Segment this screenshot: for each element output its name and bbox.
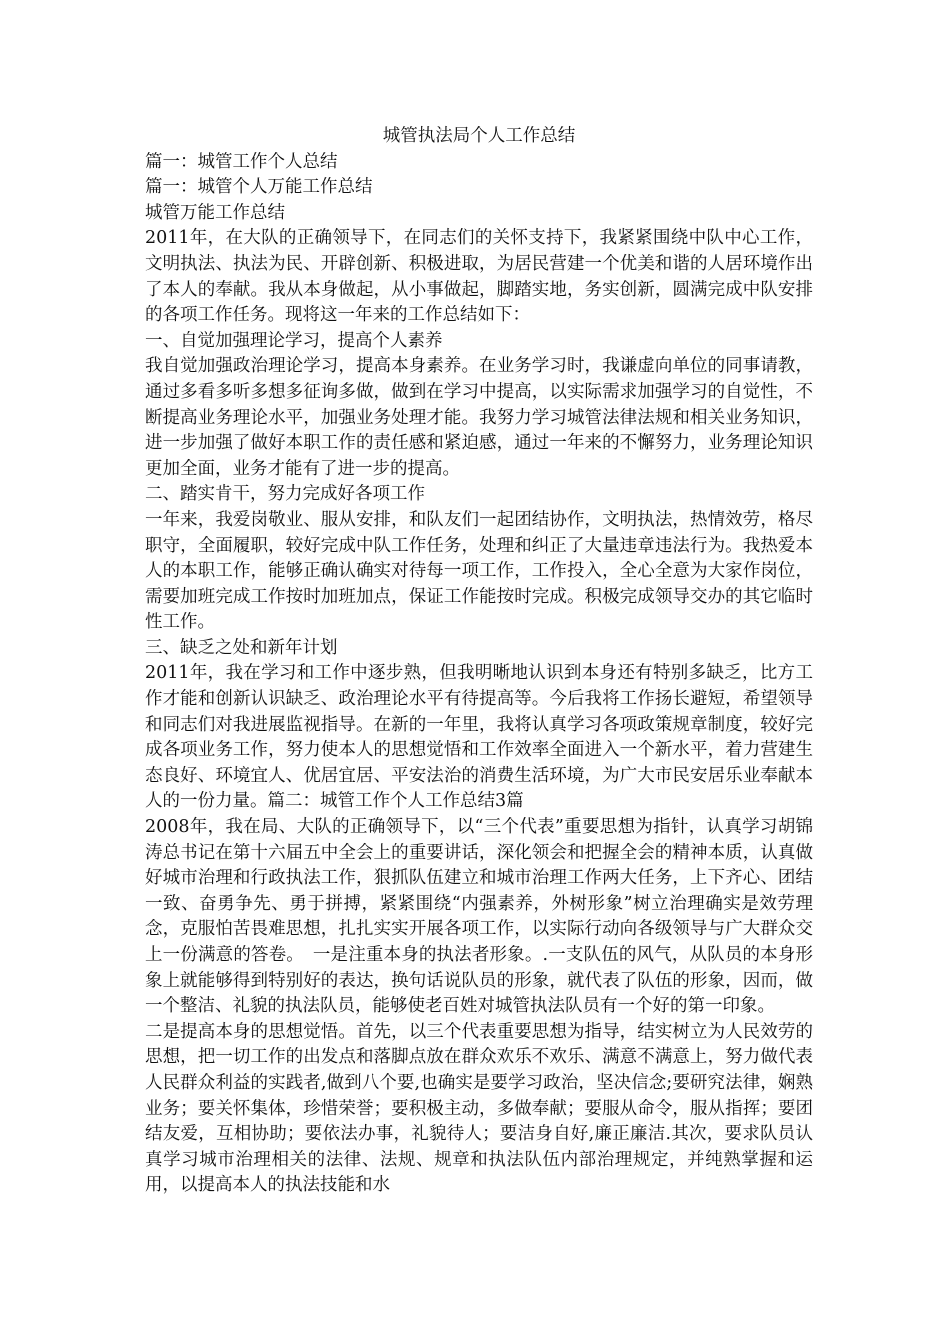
paragraph-study: 我自觉加强政治理论学习，提高本身素养。在业务学习时，我谦虚向单位的同事请教，通过多看多听多想多征询多做，做到在学习中提高，以实际需求加强学习的自觉性，不断提高业务理论水平，加强业务处理才能。我努力学习城管法律法规和相关业务知识，进一步加强了做好本职工作的责任感和紧迫感，通过一年来的不懈努力，业务理论知识更加全面，业务才能有了进一步的提高。	[145, 356, 813, 479]
subtitle-line-1: 篇一：城管工作个人总结	[145, 151, 338, 172]
paragraph-intro: 2011年，在大队的正确领导下，在同志们的关怀支持下，我紧紧围绕中队中心工作，文明执法、执法为民、开辟创新、积极进取，为居民营建一个优美和谐的人居环境作出了本人的奉献。我从本身做起，从小事做起，脚踏实地，务实创新，圆满完成中队安排的各项工作任务。现将这一年来的工作总结如下：	[145, 228, 813, 326]
section-heading-1: 一、自觉加强理论学习，提高个人素养	[145, 330, 443, 351]
paragraph-plan: 2011年，我在学习和工作中逐步熟，但我明晰地认识到本身还有特别多缺乏，比方工作才能和创新认识缺乏、政治理论水平有待提高等。今后我将工作扬长避短，希望领导和同志们对我进展监视指导。在新的一年里，我将认真学习各项政策规章制度，较好完成各项业务工作，努力使本人的思想觉悟和工作效率全面进入一个新水平，着力营建生态良好、环境宜人、优居宜居、平安法治的消费生活环境，为广大市民安居乐业奉献本人的一份力量。篇二：城管工作个人工作总结3篇	[145, 663, 813, 812]
section-heading-2: 二、踏实肯干，努力完成好各项工作	[145, 484, 425, 505]
paragraph-work: 一年来，我爱岗敬业、服从安排，和队友们一起团结协作，文明执法，热情效劳，格尽职守，全面履职，较好完成中队工作任务，处理和纠正了大量违章违法行为。我热爱本人的本职工作，能够正确认确实对待每一项工作，工作投入，全心全意为大家作岗位，需要加班完成工作按时加班加点，保证工作能按时完成。积极完成领导交办的其它临时性工作。	[145, 509, 813, 633]
subtitle-line-2: 篇一：城管个人万能工作总结	[145, 177, 373, 198]
document-title: 城管执法局个人工作总结	[382, 126, 576, 146]
section-heading-3: 三、缺乏之处和新年计划	[145, 637, 338, 658]
document-page	[145, 124, 813, 1199]
paragraph-2008: 2008年，我在局、大队的正确领导下，以“三个代表”重要思想为指针，认真学习胡锦涛总书记在第十六届五中全会上的重要讲话，深化领会和把握全会的精神本质，认真做好城市治理和行政执法工作，狠抓队伍建立和城市治理工作两大任务，上下齐心、团结一致、奋勇争先、勇于拼搏，紧紧围绕“内强素养，外树形象”树立治理确实是效劳理念，克服怕苦畏难思想，扎扎实实开展各项工作，以实际行动向各级领导与广大群众交上一份满意的答卷。 一是注重本身的执法者形象。.一支队伍的风气，从队员的本身形象上就能够得到特别好的表达，换句话说队员的形象，就代表了队伍的形象，因而，做一个整洁、礼貌的执法队员，能够使老百姓对城管执法队员有一个好的第一印象。	[145, 817, 813, 1017]
paragraph-awareness: 二是提高本身的思想觉悟。首先，以三个代表重要思想为指导，结实树立为人民效劳的思想，把一切工作的出发点和落脚点放在群众欢乐不欢乐、满意不满意上，努力做代表人民群众利益的实践者,做到八个要,也确实是要学习政治，坚决信念;要研究法律，娴熟业务；要关怀集体，珍惜荣誉；要积极主动，多做奉献；要服从命令，服从指挥；要团结友爱，互相协助；要依法办事，礼貌待人；要洁身自好,廉正廉洁.其次，要求队员认真学习城市治理相关的法律、法规、规章和执法队伍内部治理规定，并纯熟掌握和运用，以提高本人的执法技能和水	[145, 1021, 813, 1196]
subtitle-line-3: 城管万能工作总结	[145, 202, 285, 223]
